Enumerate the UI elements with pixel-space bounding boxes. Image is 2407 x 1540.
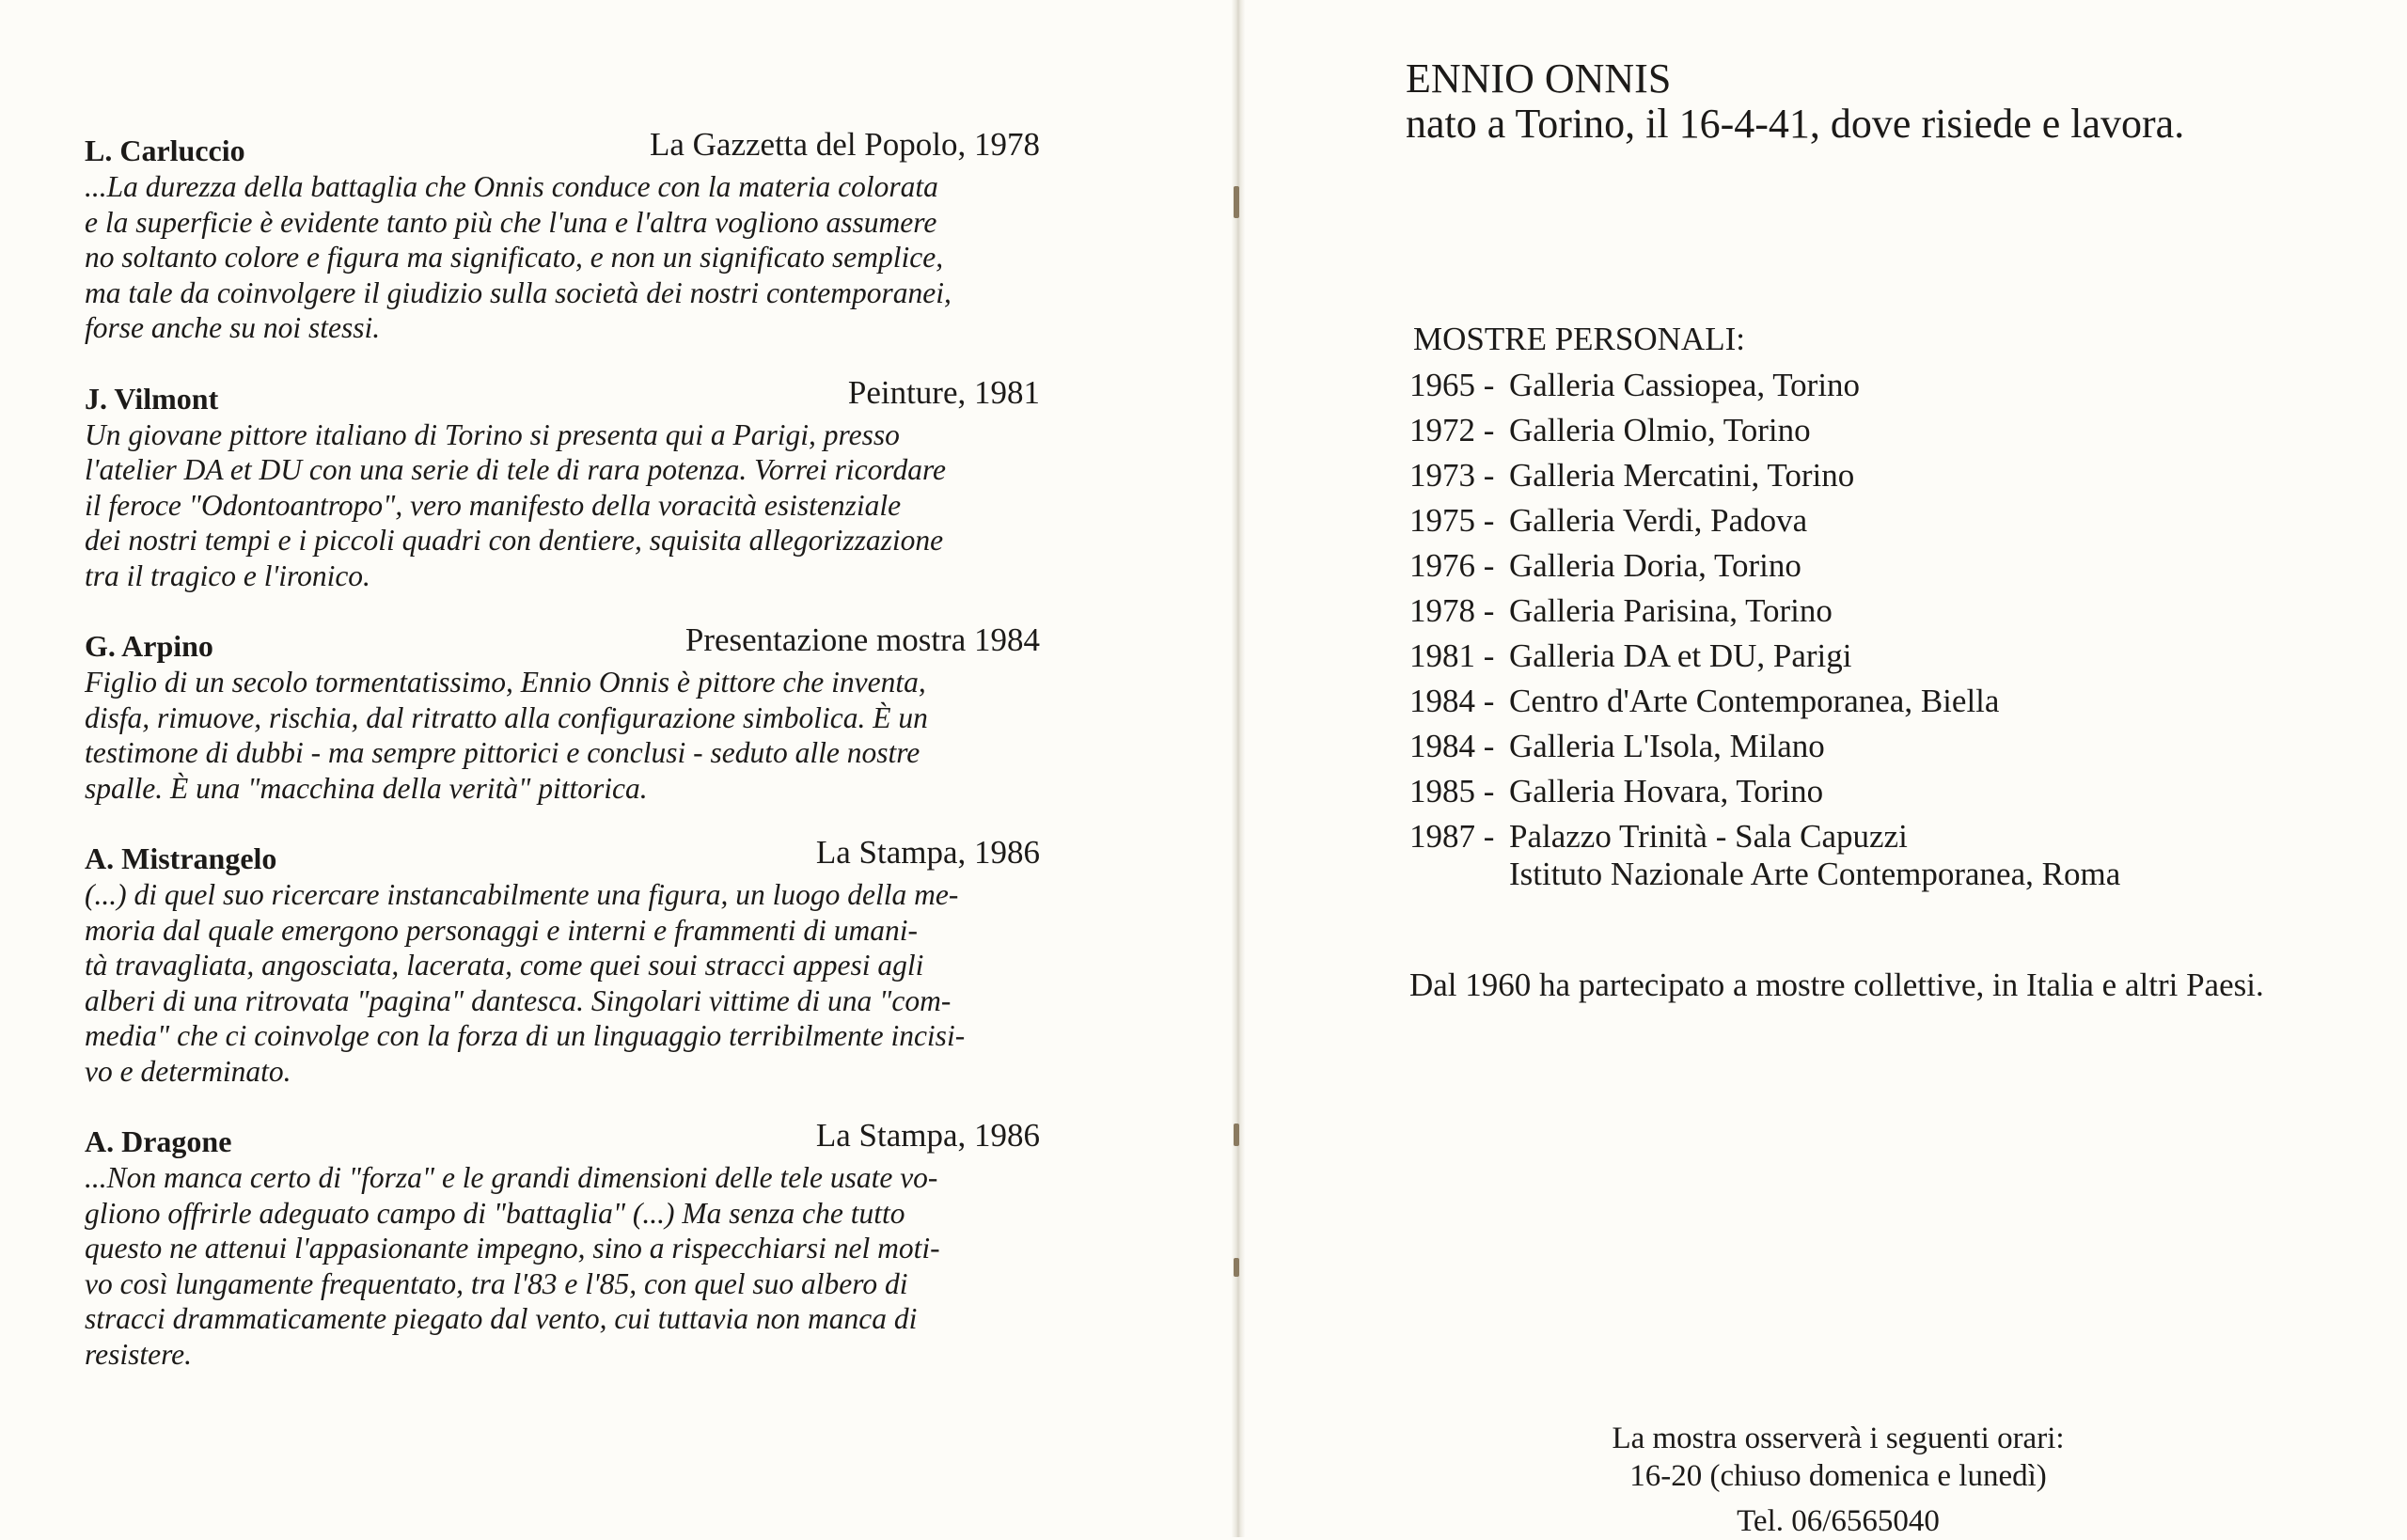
page-fold (1232, 0, 1245, 1537)
review (85, 621, 1040, 806)
exhibition-venue: Galleria Verdi, Padova (1509, 502, 1808, 539)
review-line: disfa, rimuove, rischia, dal ritratto alla configurazione simbolica. È un (85, 700, 928, 734)
review (85, 126, 1040, 346)
review-line: questo ne attenui l'appasionante impegno, sino a rispecchiarsi nel moti- (85, 1232, 940, 1265)
exhibition-venue: Galleria L'Isola, Milano (1509, 728, 1825, 764)
opening-hours (1575, 1420, 2101, 1540)
exhibition-item (1409, 363, 2120, 408)
review-header (85, 834, 1040, 877)
review-line: no soltanto colore e figura ma significato, e non un significato semplice, (85, 241, 944, 274)
review-line: stracci drammaticamente piegato dal vento, cui tuttavia non manca di (85, 1302, 918, 1335)
review-line: il feroce "Odontoantropo", vero manifesto della voracità esistenziale (85, 488, 902, 522)
exhibition-year: 1984 - (1409, 683, 1495, 719)
exhibition-item (1409, 408, 2120, 453)
exhibition-year: 1981 - (1409, 637, 1495, 674)
review (85, 374, 1040, 594)
hours-intro: La mostra osserverà i seguenti orari: (1612, 1422, 2065, 1455)
exhibition-venue: Galleria Cassiopea, Torino (1509, 367, 1861, 403)
fold-staple-mark (1234, 1258, 1239, 1277)
review (85, 834, 1040, 1089)
exhibition-year: 1987 - (1409, 818, 1495, 855)
exhibition-year: 1972 - (1409, 412, 1495, 448)
review-line: alberi di una ritrovata "pagina" dantesca. Singolari vittime di una "com- (85, 983, 952, 1017)
review (85, 1117, 1040, 1372)
exhibition-venue: Galleria Hovara, Torino (1509, 773, 1824, 809)
exhibition-venue: Palazzo Trinità - Sala Capuzzi (1509, 818, 1908, 855)
review-header (85, 1117, 1040, 1160)
reviews-page (85, 126, 1040, 1400)
exhibition-item (1409, 769, 2120, 814)
review-header (85, 374, 1040, 417)
exhibition-item (1409, 543, 2120, 589)
review-line: resistere. (85, 1337, 193, 1371)
exhibition-venue-group (1509, 818, 2120, 893)
review-source: Peinture, 1981 (847, 373, 1040, 411)
exhibition-venue: Centro d'Arte Contemporanea, Biella (1509, 683, 2000, 719)
exhibition-venue: Galleria Parisina, Torino (1509, 592, 1833, 629)
review-line: tra il tragico e l'ironico. (85, 558, 370, 592)
exhibition-venue-secondary: Istituto Nazionale Arte Contemporanea, Roma (1509, 856, 2121, 892)
exhibition-year: 1985 - (1409, 773, 1495, 809)
exhibition-venue: Galleria Mercatini, Torino (1509, 457, 1855, 494)
exhibition-year: 1965 - (1409, 367, 1495, 403)
exhibitions-list (1409, 363, 2120, 893)
review-line: vo così lungamente frequentato, tra l'83 e l'85, con quel suo albero di (85, 1266, 908, 1300)
exhibitions-heading: MOSTRE PERSONALI: (1413, 321, 1745, 357)
review-line: ...La durezza della battaglia che Onnis conduce con la materia colorata (85, 170, 938, 203)
exhibition-item (1409, 589, 2120, 634)
exhibition-item (1409, 679, 2120, 724)
phone-number: Tel. 06/6565040 (1737, 1504, 1940, 1538)
review-text (85, 665, 1040, 806)
exhibition-venue: Galleria Olmio, Torino (1509, 412, 1811, 448)
exhibition-year: 1984 - (1409, 728, 1495, 764)
collective-exhibitions-note: Dal 1960 ha partecipato a mostre collettive, in Italia e altri Paesi. (1409, 966, 2264, 1003)
exhibition-item (1409, 724, 2120, 769)
review-text (85, 417, 1040, 594)
review-line: tà travagliata, angosciata, lacerata, come quei soui stracci appesi agli (85, 949, 924, 982)
review-header (85, 126, 1040, 169)
exhibition-year: 1975 - (1409, 502, 1495, 539)
review-source: La Stampa, 1986 (815, 834, 1040, 871)
review-line: ma tale da coinvolgere il giudizio sulla società dei nostri contemporanei, (85, 275, 952, 309)
review-line: spalle. È una "macchina della verità" pittorica. (85, 771, 648, 805)
hours-times: 16-20 (chiuso domenica e lunedì) (1629, 1459, 2047, 1493)
review-line: e la superficie è evidente tanto più che l'una e l'altra vogliono assumere (85, 205, 937, 239)
review-text (85, 877, 1040, 1089)
review-line: ...Non manca certo di "forza" e le grandi dimensioni delle tele usate vo- (85, 1161, 938, 1194)
review-header (85, 621, 1040, 665)
artist-bio: nato a Torino, il 16-4-41, dove risiede e lavora. (1406, 101, 2185, 147)
review-line: media" che ci coinvolge con la forza di un linguaggio terribilmente incisi- (85, 1019, 966, 1052)
review-line: Un giovane pittore italiano di Torino si presenta qui a Parigi, presso (85, 417, 900, 451)
review-line: testimone di dubbi - ma sempre pittorici e conclusi - seduto alle nostre (85, 736, 920, 769)
exhibition-year: 1976 - (1409, 547, 1495, 584)
review-author: G. Arpino (85, 629, 213, 663)
review-line: dei nostri tempi e i piccoli quadri con dentiere, squisita allegorizzazione (85, 524, 944, 557)
review-line: moria dal quale emergono personaggi e interni e frammenti di umani- (85, 913, 918, 947)
review-source: La Gazzetta del Popolo, 1978 (649, 126, 1040, 163)
exhibition-year: 1973 - (1409, 457, 1495, 494)
exhibition-venue: Galleria DA et DU, Parigi (1509, 637, 1852, 674)
review-author: A. Dragone (85, 1124, 232, 1158)
review-line: forse anche su noi stessi. (85, 311, 381, 344)
review-text (85, 169, 1040, 346)
exhibition-item (1409, 453, 2120, 498)
exhibition-item (1409, 498, 2120, 543)
artist-page (1406, 55, 2355, 1538)
fold-staple-mark (1234, 1124, 1239, 1146)
review-author: A. Mistrangelo (85, 841, 277, 875)
review-author: L. Carluccio (85, 134, 245, 167)
review-text (85, 1160, 1040, 1372)
fold-staple-mark (1234, 186, 1239, 218)
review-line: (...) di quel suo ricercare instancabilmente una figura, un luogo della me- (85, 878, 959, 911)
review-line: Figlio di un secolo tormentatissimo, Ennio Onnis è pittore che inventa, (85, 666, 926, 699)
review-source: La Stampa, 1986 (815, 1117, 1040, 1154)
review-line: vo e determinato. (85, 1054, 291, 1088)
review-line: l'atelier DA et DU con una serie di tele di rara potenza. Vorrei ricordare (85, 453, 947, 486)
exhibition-item (1409, 814, 2120, 893)
review-author: J. Vilmont (85, 381, 219, 416)
exhibition-item (1409, 634, 2120, 679)
review-line: gliono offrirle adeguato campo di "battaglia" (...) Ma senza che tutto (85, 1196, 905, 1230)
review-source: Presentazione mostra 1984 (684, 621, 1040, 658)
artist-name: ENNIO ONNIS (1406, 55, 1672, 102)
exhibition-venue: Galleria Doria, Torino (1509, 547, 1801, 584)
exhibition-year: 1978 - (1409, 592, 1495, 629)
